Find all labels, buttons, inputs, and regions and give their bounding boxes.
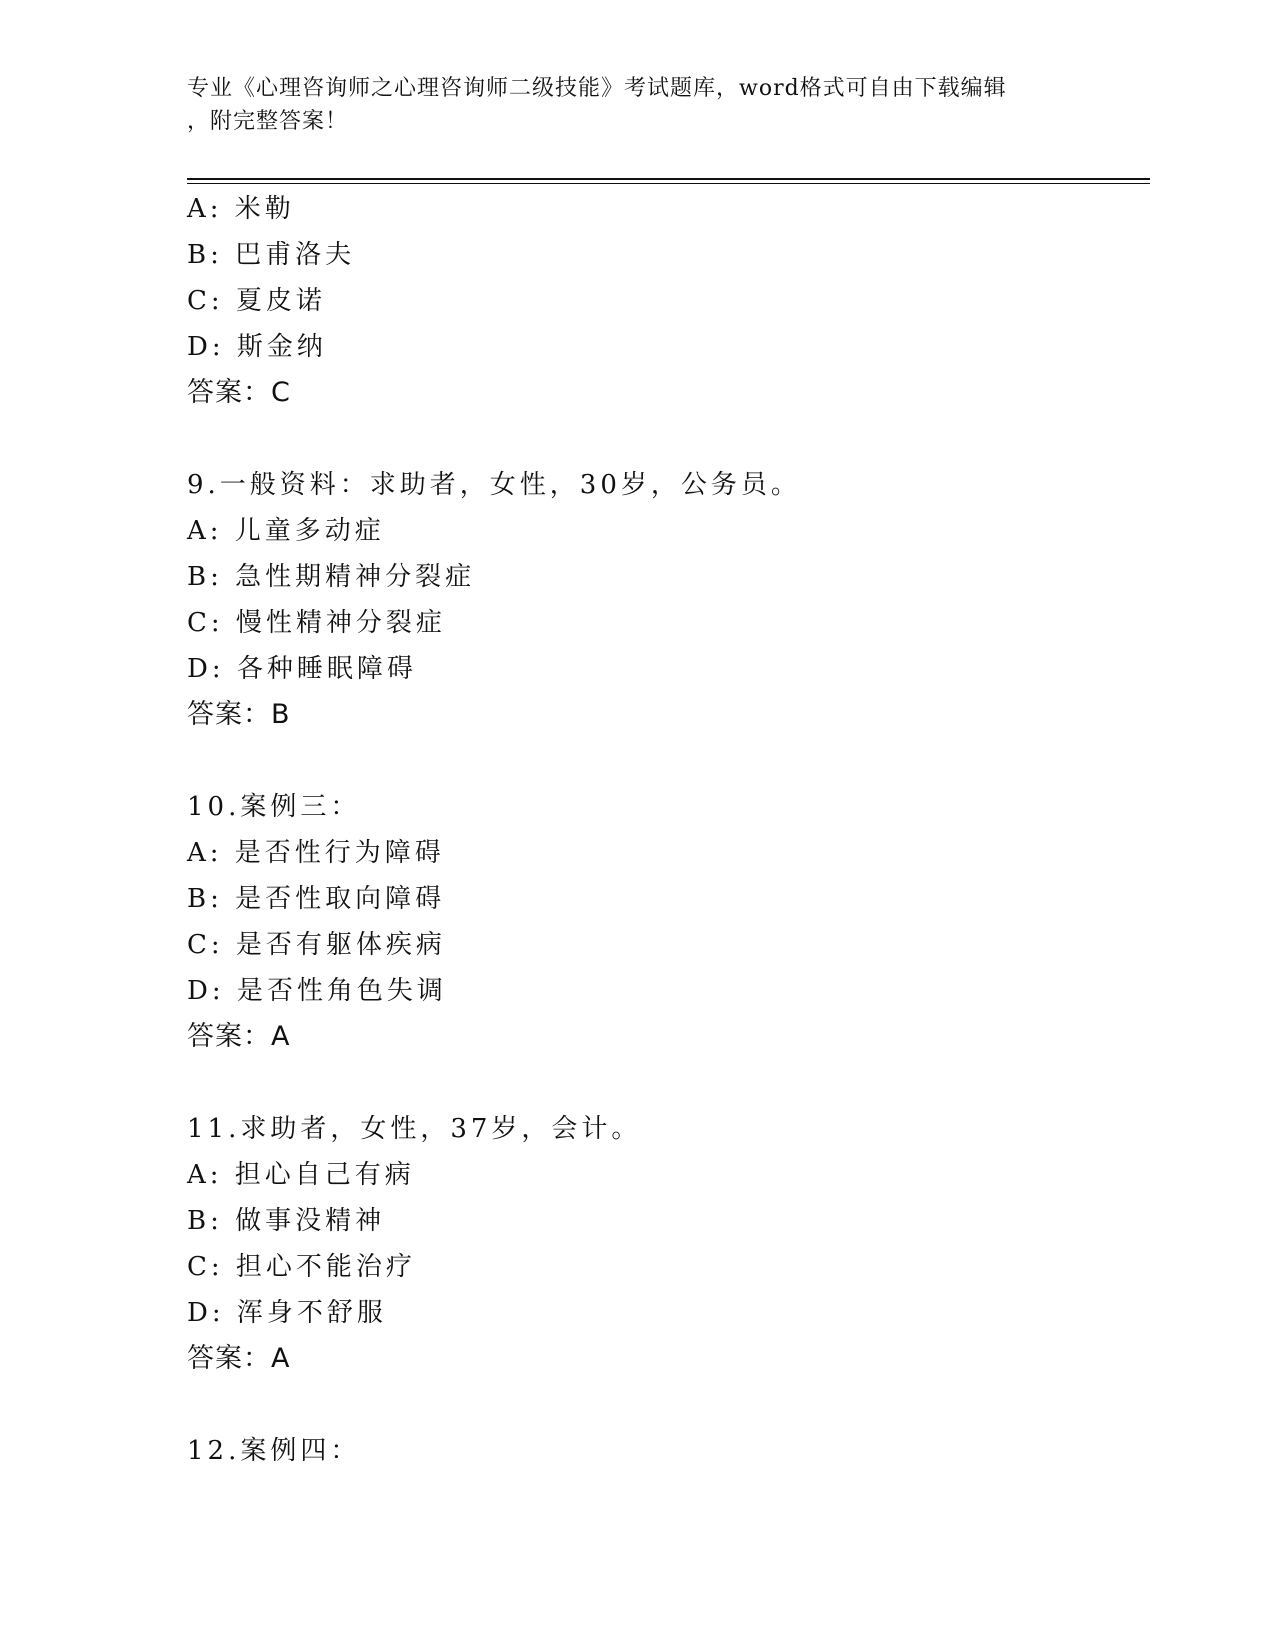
option-b: B: 急性期精神分裂症 — [187, 562, 476, 592]
question-11-block — [187, 1106, 1150, 1382]
answer-line: 答案：A — [187, 1021, 291, 1052]
option-b: B: 是否性取向障碍 — [187, 884, 446, 914]
question-9-block — [187, 462, 1150, 738]
question-12-block — [187, 1428, 1150, 1474]
option-c: C: 夏皮诺 — [187, 286, 326, 316]
header-line-2: ，附完整答案！ — [187, 109, 349, 134]
question-stem: 11.求助者，女性，37岁，会计。 — [187, 1114, 642, 1144]
option-a: A: 儿童多动症 — [187, 516, 385, 546]
option-a: A: 担心自己有病 — [187, 1160, 415, 1190]
question-stem: 12.案例四： — [187, 1436, 361, 1466]
question-stem: 10.案例三： — [187, 792, 361, 822]
option-d: D: 浑身不舒服 — [187, 1298, 387, 1328]
option-a: A: 是否性行为障碍 — [187, 838, 445, 868]
option-d: D: 各种睡眠障碍 — [187, 654, 417, 684]
header-line-1: 专业《心理咨询师之心理咨询师二级技能》考试题库，word格式可自由下载编辑 — [187, 76, 1007, 101]
answer-line: 答案：C — [187, 377, 291, 408]
question-10-block — [187, 784, 1150, 1060]
option-a: A: 米勒 — [187, 194, 295, 224]
option-b: B: 做事没精神 — [187, 1206, 386, 1236]
option-c: C: 慢性精神分裂症 — [187, 608, 446, 638]
option-d: D: 斯金纳 — [187, 332, 327, 362]
answer-line: 答案：B — [187, 699, 291, 730]
option-c: C: 担心不能治疗 — [187, 1252, 416, 1282]
header-rule-thin — [187, 183, 1150, 184]
option-b: B: 巴甫洛夫 — [187, 240, 356, 270]
header-rule-thick — [187, 178, 1150, 180]
question-8-block — [187, 186, 1150, 416]
spacer — [187, 1060, 1150, 1106]
question-list — [187, 186, 1150, 1474]
answer-line: 答案：A — [187, 1343, 291, 1374]
option-d: D: 是否性角色失调 — [187, 976, 447, 1006]
option-c: C: 是否有躯体疾病 — [187, 930, 446, 960]
spacer — [187, 1382, 1150, 1428]
question-stem: 9.一般资料：求助者，女性，30岁，公务员。 — [187, 470, 801, 500]
document-header — [187, 72, 1087, 138]
spacer — [187, 416, 1150, 462]
spacer — [187, 738, 1150, 784]
